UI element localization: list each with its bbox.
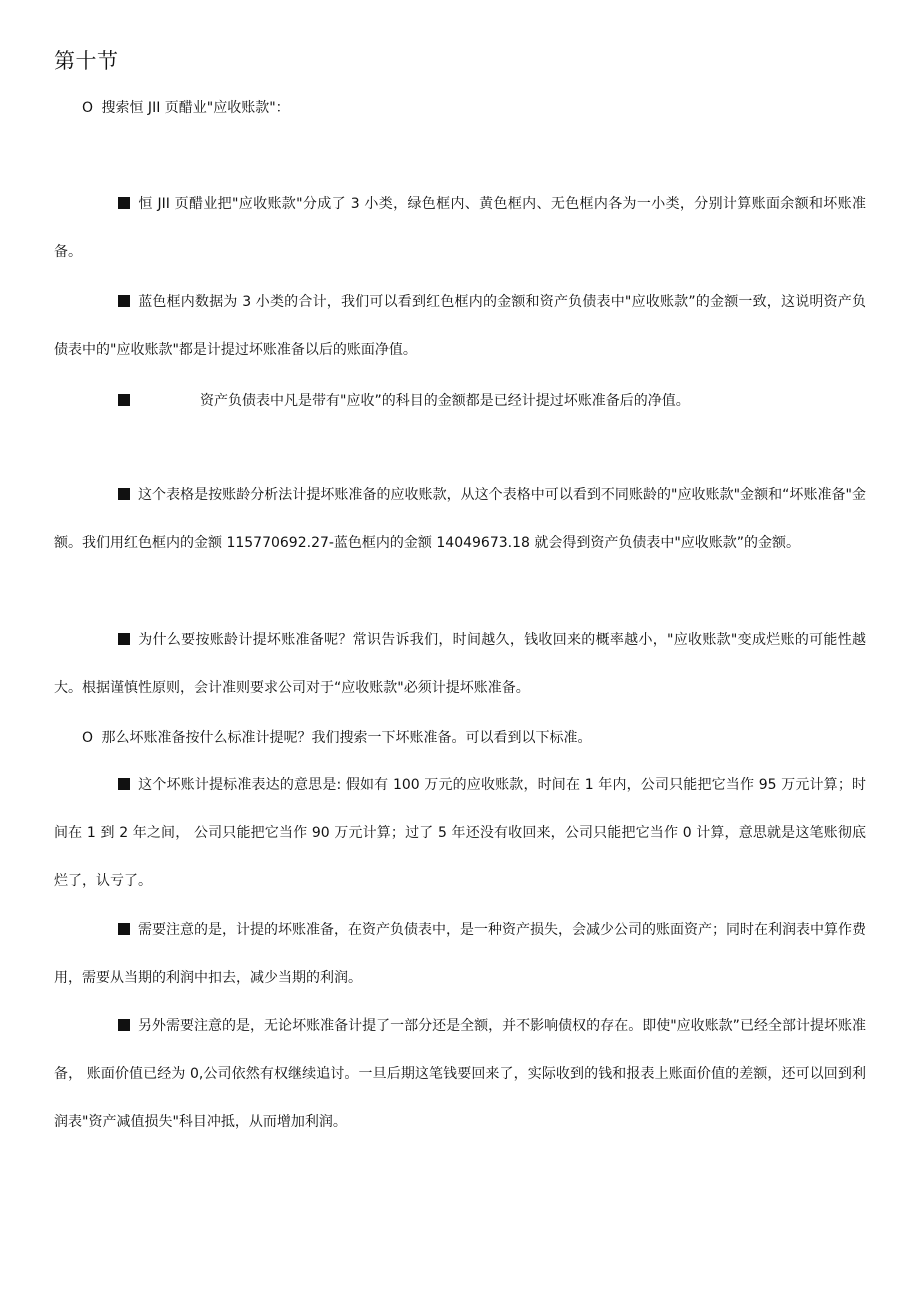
intro-line-2	[82, 728, 591, 748]
bullet-square-icon	[118, 923, 130, 935]
bullet-paragraph-5	[54, 616, 866, 712]
bullet-square-icon	[118, 633, 130, 645]
bullet-square-icon	[118, 778, 130, 790]
bullet-square-icon	[118, 1019, 130, 1031]
intro-text-2: 那么坏账准备按什么标准计提呢？我们搜索一下坏账准备。可以看到以下标准。	[101, 730, 592, 746]
bullet-square-icon	[118, 394, 130, 406]
bullet-text-6: 这个坏账计提标准表达的意思是: 假如有 100 万元的应收账款，时间在 1 年内，公司只能把它当作 95 万元计算；时间在 1 到 2 年之间， 公司只能把它当作 90 万元计算；过了 5 年还没有收回来，公司只能把它当作 0 计算，意思就是这笔账彻底烂了，认亏了。	[54, 777, 866, 889]
bullet-square-icon	[118, 488, 130, 500]
bullet-paragraph-8	[54, 1002, 866, 1146]
bullet-paragraph-2	[54, 278, 866, 374]
bullet-paragraph-4	[54, 471, 866, 567]
circle-marker: O	[82, 100, 94, 116]
bullet-paragraph-7	[54, 906, 866, 1002]
intro-text-1: 搜索恒 JII 页醋业"应收账款"：	[101, 100, 290, 116]
bullet-square-icon	[118, 197, 130, 209]
circle-marker: O	[82, 730, 94, 746]
bullet-paragraph-6	[54, 761, 866, 905]
bullet-text-8: 另外需要注意的是，无论坏账准备计提了一部分还是全额，并不影响债权的存在。即使"应收账款”已经全部计提坏账准备， 账面价值已经为 0,公司依然有权继续追讨。一旦后期这笔钱要回来了，实际收到的钱和报表上账面价值的差额，还可以回到利润表"资产减值损失"科目冲抵，从而增加利润。	[54, 1018, 866, 1130]
bullet-text-7: 需要注意的是，计提的坏账准备，在资产负债表中，是一种资产损失，会减少公司的账面资产；同时在利润表中算作费用，需要从当期的利润中扣去，减少当期的利润。	[54, 922, 866, 986]
bullet-text-2: 蓝色框内数据为 3 小类的合计，我们可以看到红色框内的金额和资产负债表中"应收账款”的金额一致，这说明资产负债表中的"应收账款"都是计提过坏账准备以后的账面净值。	[54, 294, 866, 358]
bullet-text-1: 恒 JII 页醋业把"应收账款"分成了 3 小类，绿色框内、黄色框内、无色框内各为一小类，分别计算账面余额和坏账准备。	[54, 196, 866, 260]
bullet-text-4: 这个表格是按账龄分析法计提坏账准备的应收账款，从这个表格中可以看到不同账龄的"应收账款"金额和“坏账准备"金额。我们用红色框内的金额 115770692.27-蓝色框内的金额 14049673.18 就会得到资产负债表中"应收账款”的金额。	[54, 487, 866, 551]
bullet-text-5: 为什么要按账龄计提坏账准备呢？常识告诉我们，时间越久，钱收回来的概率越小，"应收账款"变成烂账的可能性越大。根据谨慎性原则，会计准则要求公司对于“应收账款"必须计提坏账准备。	[54, 632, 866, 696]
bullet-paragraph-3	[54, 377, 866, 425]
bullet-paragraph-1	[54, 180, 866, 276]
section-heading: 第十节	[54, 49, 119, 73]
bullet-square-icon	[118, 295, 130, 307]
intro-line-1	[82, 98, 290, 118]
bullet-text-3: 资产负债表中凡是带有"应收”的科目的金额都是已经计提过坏账准备后的净值。	[200, 393, 690, 409]
